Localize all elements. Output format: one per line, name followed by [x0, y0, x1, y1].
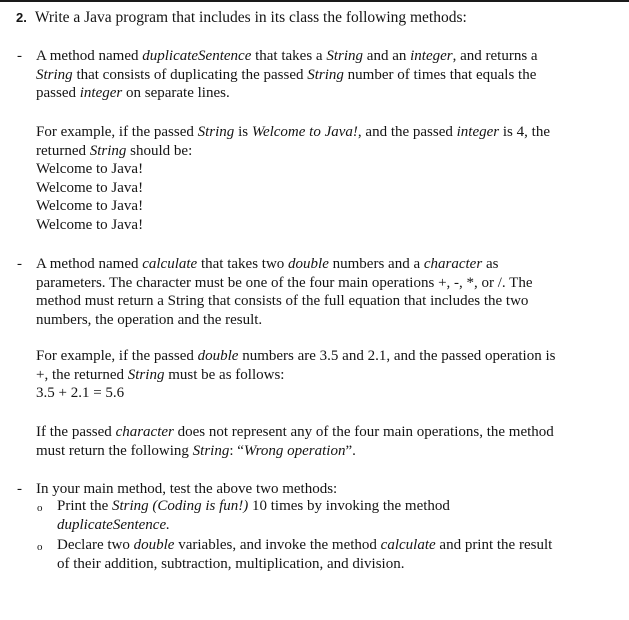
text-line: of their addition, subtraction, multiplication, and division.: [57, 555, 405, 572]
example-calculate: [36, 347, 606, 403]
section-duplicate-sentence: [36, 47, 606, 103]
question-number: 2.: [16, 10, 27, 25]
text-line: Declare two double variables, and invoke the method calculate and print the result: [57, 537, 553, 553]
sub-bullet-icon: o: [37, 502, 43, 514]
text-line: duplicateSentence.: [57, 516, 170, 533]
sub-item-declare: [57, 536, 607, 573]
question-heading: [16, 9, 616, 28]
text-line: returned String should be:: [36, 142, 193, 159]
output-line: Welcome to Java!: [36, 161, 144, 177]
output-line: Welcome to Java!: [36, 216, 144, 233]
text-line: For example, if the passed String is Welcome to Java!, and the passed integer is 4, the: [36, 124, 550, 140]
sub-item-print: [57, 497, 607, 534]
text-line: must return the following String: “Wrong operation”.: [36, 442, 356, 459]
text-line: String that consists of duplicating the passed String number of times that equals the: [36, 66, 537, 83]
output-line: Welcome to Java!: [36, 198, 144, 214]
text-line: parameters. The character must be one of the four main operations +, -, *, or /. The: [36, 274, 533, 291]
section-main-method: [36, 480, 606, 499]
text-line: A method named calculate that takes two double numbers and a character as: [36, 256, 499, 272]
equation-line: 3.5 + 2.1 = 5.6: [36, 385, 125, 401]
bullet-dash: -: [17, 48, 22, 64]
bullet-dash: -: [17, 481, 22, 497]
text-line: In your main method, test the above two methods:: [36, 481, 338, 497]
example-duplicate: [36, 123, 606, 234]
top-divider: [0, 0, 629, 2]
section-calculate: [36, 255, 606, 329]
wrong-operation-note: [36, 423, 606, 460]
text-line: Print the String (Coding is fun!) 10 times by invoking the method: [57, 498, 450, 514]
text-line: passed integer on separate lines.: [36, 85, 230, 101]
text-line: +, the returned String must be as follows:: [36, 366, 285, 383]
text-line: numbers, the operation and the result.: [36, 311, 263, 328]
text-line: For example, if the passed double numbers are 3.5 and 2.1, and the passed operation is: [36, 348, 556, 364]
output-line: Welcome to Java!: [36, 179, 144, 196]
question-title: Write a Java program that includes in its class the following methods:: [34, 9, 467, 26]
text-line: If the passed character does not represent any of the four main operations, the method: [36, 424, 554, 440]
text-line: A method named duplicateSentence that takes a String and an integer, and returns a: [36, 48, 538, 64]
sub-bullet-icon: o: [37, 541, 43, 553]
text-line: method must return a String that consists of the full equation that includes the two: [36, 293, 529, 309]
bullet-dash: -: [17, 256, 22, 272]
